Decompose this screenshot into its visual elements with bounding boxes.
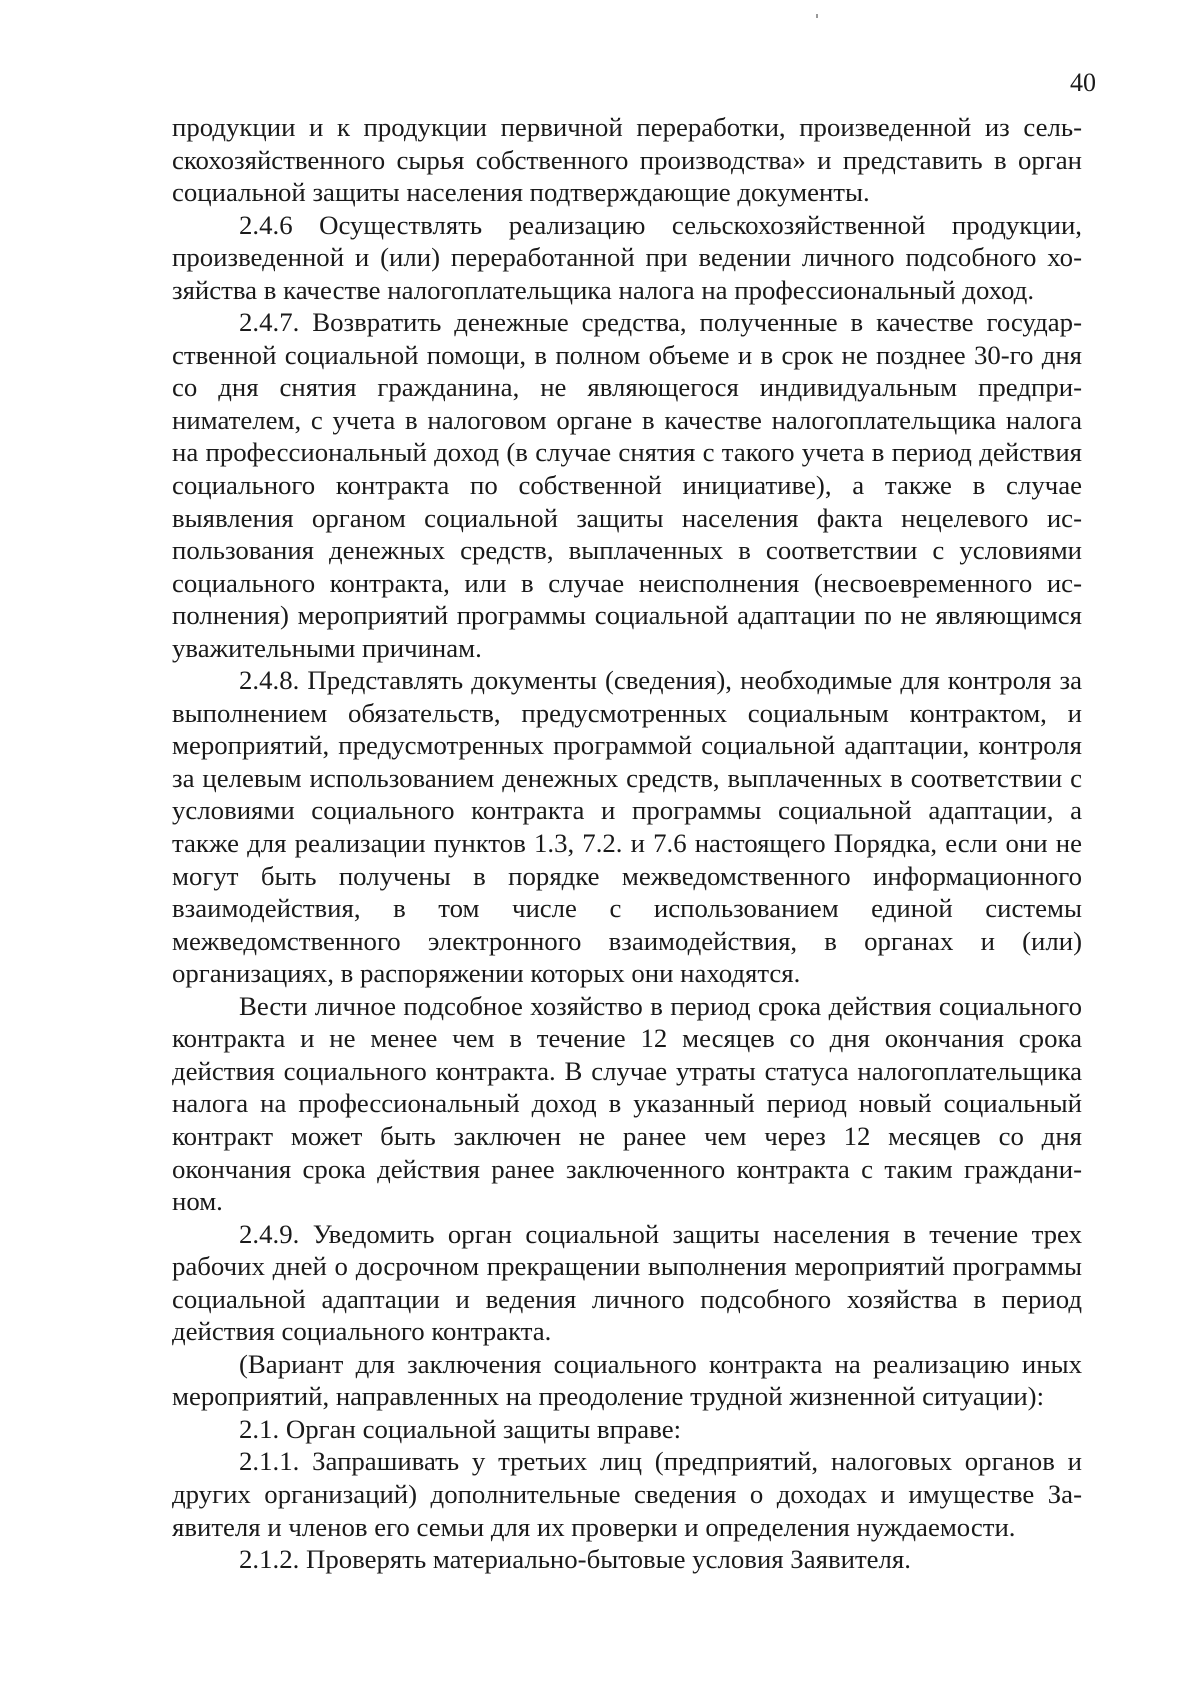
paragraph-2-1-2: 2.1.2. Проверять материально-бытовые условия Заявителя.	[239, 1544, 911, 1575]
scan-artifact	[816, 14, 818, 18]
paragraph-farm-obligation: Вести личное подсобное хозяйство в период срока действия социального контракта и не менее чем в течение 12 месяцев со дня окончания срока действия социального контракта. В случае утраты статуса налогоплательщика налога на профессиональный доход в указанный период новый социальный контракт может быть заключен не ранее чем через 12 месяцев со дня окончания срока действия ранее заключенного контракта с таким гражданином.	[172, 990, 1082, 1217]
paragraph-2-4-8: 2.4.8. Представлять документы (сведения), необходимые для контроля за выполнением обязательств, предусмотренных социальным контрактом, и мероприятий, предусмотренных программой социальной адаптации, контроля за целевым использованием денежных средств, выплаченных в соответствии с условиями социального контракта и программы социальной адаптации, а также для реализации пунктов 1.3, 7.2. и 7.6 настоящего Порядка, если они не могут быть получены в порядке межведомственного информационного взаимодействия, в том числе с использованием единой системы межведомственного электронного взаимодействия, в органах и (или) организациях, в распоряжении которых они находятся.	[172, 665, 1082, 989]
paragraph-2-1-1: 2.1.1. Запрашивать у третьих лиц (предприятий, налоговых органов и других организаций) дополнительные сведения о доходах и имуществе Заявителя и членов его семьи для их проверки и определения нуждаемости.	[172, 1446, 1082, 1542]
paragraph-continuation: продукции и к продукции первичной переработки, произведенной из сельскохозяйственного сырья собственного производства» и представить в орган социальной защиты населения подтверждающие документы.	[172, 112, 1082, 208]
paragraph-2-4-9: 2.4.9. Уведомить орган социальной защиты населения в течение трех рабочих дней о досрочном прекращении выполнения мероприятий программы социальной адаптации и ведения личного подсобного хозяйства в период действия социального контракта.	[172, 1218, 1082, 1347]
paragraph-2-4-7: 2.4.7. Возвратить денежные средства, полученные в качестве государственной социальной помощи, в полном объеме и в срок не позднее 30-го дня со дня снятия гражданина, не являющегося индивидуальным предпринимателем, с учета в налоговом органе в качестве налогоплательщика налога на профессиональный доход (в случае снятия с такого учета в период действия социального контракта по собственной инициативе), а также в случае выявления органом социальной защиты населения факта нецелевого использования денежных средств, выплаченных в соответствии с условиями социального контракта, или в случае неисполнения (несвоевременного исполнения) мероприятий программы социальной адаптации по не являющимся уважительными причинам.	[172, 307, 1082, 663]
paragraph-variant-note: (Вариант для заключения социального контракта на реализацию иных мероприятий, направленных на преодоление трудной жизненной ситуации):	[172, 1348, 1082, 1412]
paragraph-2-1: 2.1. Орган социальной защиты вправе:	[239, 1413, 682, 1444]
page-number: 40	[1070, 68, 1096, 97]
document-body	[172, 111, 1082, 1576]
paragraph-2-4-6: 2.4.6 Осуществлять реализацию сельскохозяйственной продукции, произведенной и (или) переработанной при ведении личного подсобного хозяйства в качестве налогоплательщика налога на профессиональный доход.	[172, 209, 1082, 305]
